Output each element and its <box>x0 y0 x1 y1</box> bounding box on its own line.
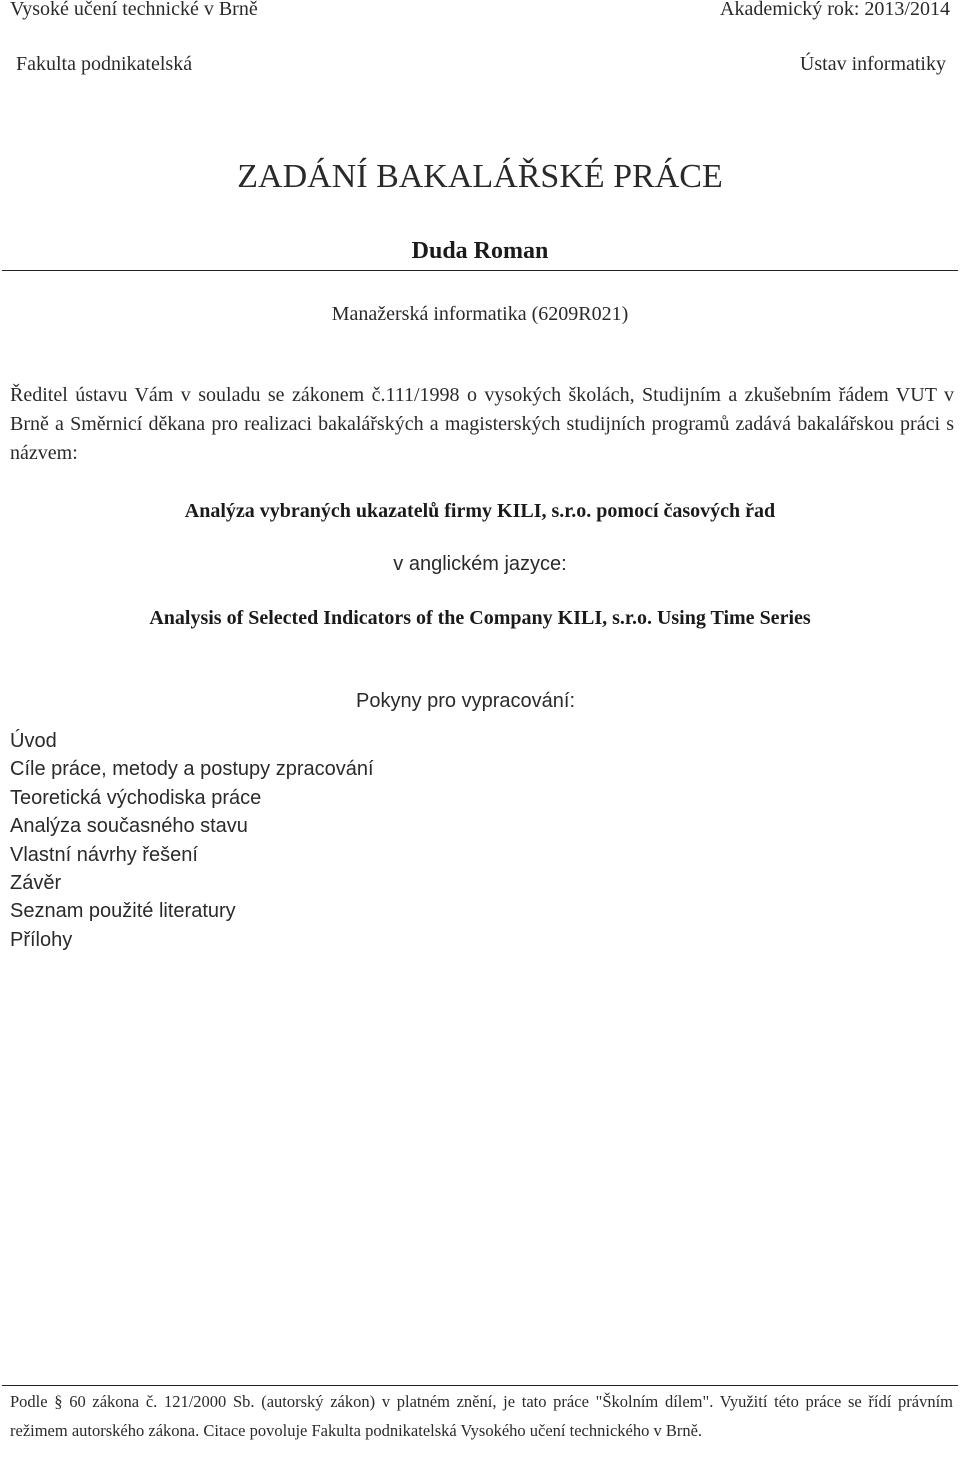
outline-item: Úvod <box>10 730 57 752</box>
outline-item: Vlastní návrhy řešení <box>10 843 198 866</box>
thesis-outline-list <box>10 727 374 954</box>
thesis-title-english: Analysis of Selected Indicators of the Company KILI, s.r.o. Using Time Series <box>149 607 811 629</box>
outline-item: Seznam použité literatury <box>10 900 236 923</box>
thesis-title-czech: Analýza vybraných ukazatelů firmy KILI, s.r.o. pomocí časových řad <box>184 500 776 522</box>
university-name: Vysoké učení technické v Brně <box>10 0 258 20</box>
footer-divider <box>2 1385 958 1386</box>
faculty-name: Fakulta podnikatelská <box>16 53 193 75</box>
top-divider <box>2 270 958 271</box>
student-name: Duda Roman <box>411 238 549 264</box>
institute-name: Ústav informatiky <box>799 53 946 75</box>
instructions-heading: Pokyny pro vypracování: <box>356 690 575 712</box>
english-language-label: v anglickém jazyce: <box>393 553 567 575</box>
document-title: ZADÁNÍ BAKALÁŘSKÉ PRÁCE <box>237 158 723 195</box>
study-program: Manažerská informatika (6209R021) <box>331 303 629 325</box>
outline-item: Cíle práce, metody a postupy zpracování <box>10 758 374 781</box>
intro-paragraph: Ředitel ústavu Vám v souladu se zákonem č.111/1998 o vysokých školách, Studijním a zkušebním řádem VUT v Brně a Směrnicí děkana pro realizaci bakalářských a magisterských studijních programů zadává bakalářskou práci s názvem: <box>10 384 954 464</box>
academic-year: Akademický rok: 2013/2014 <box>720 0 950 20</box>
legal-notice: Podle § 60 zákona č. 121/2000 Sb. (autorský zákon) v platném znění, je tato práce "Školním dílem". Využití této práce se řídí právním režimem autorského zákona. Citace povoluje Fakulta podnikatelská Vysokého učení technického v Brně. <box>10 1392 953 1440</box>
outline-item: Analýza současného stavu <box>10 815 248 838</box>
outline-item: Závěr <box>10 872 62 895</box>
outline-item: Přílohy <box>10 928 73 951</box>
outline-item: Teoretická východiska práce <box>10 786 262 809</box>
